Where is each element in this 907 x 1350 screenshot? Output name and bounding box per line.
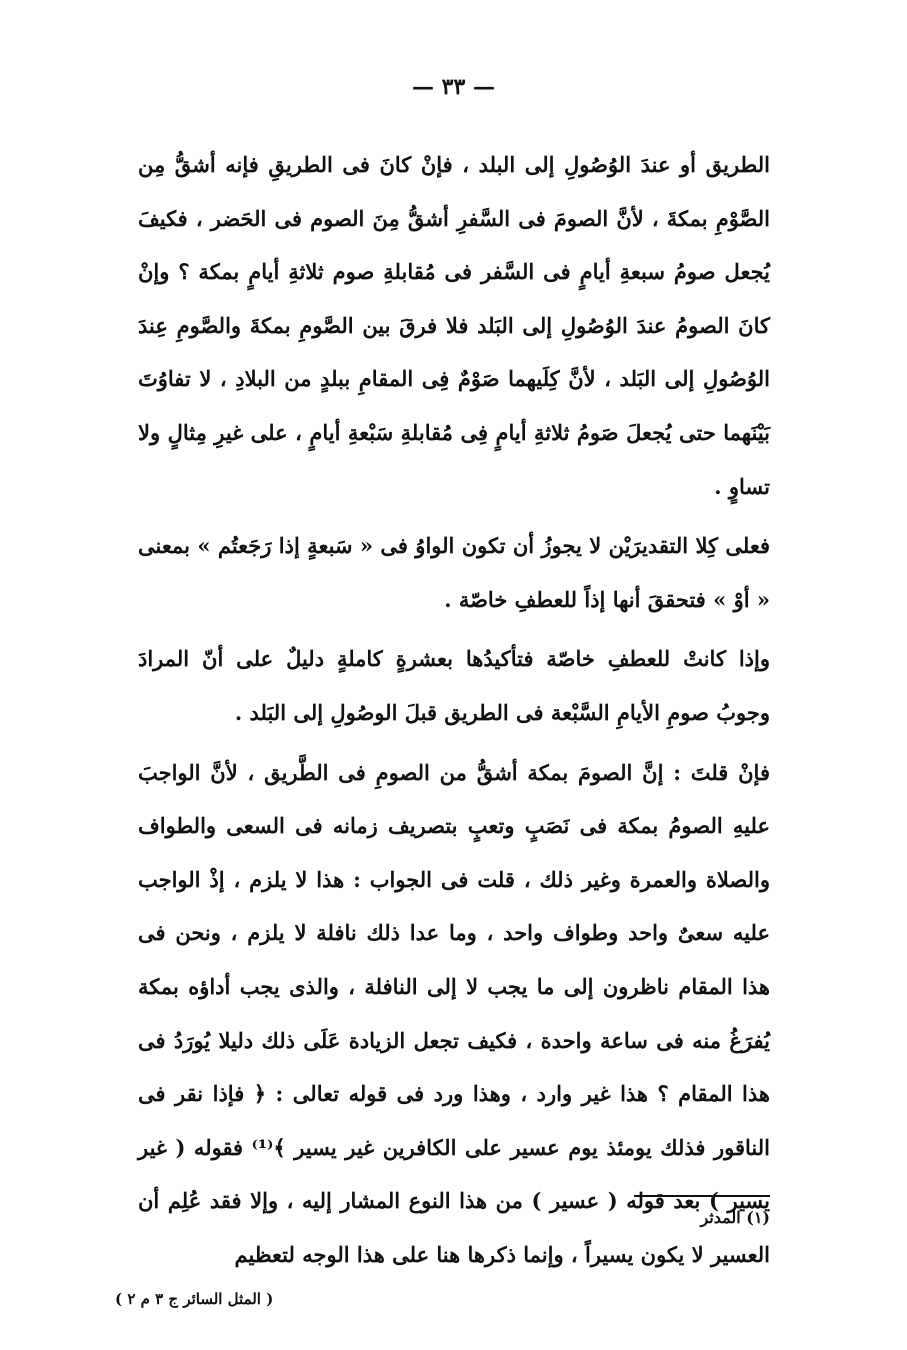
body-text [138,138,770,1281]
paragraph-1: الطريق أو عندَ الوُصُولِ إلى البلد ، فإنْ كانَ فى الطريقِ فإنه أشقُّ مِن الصَّوْمِ بمكةَ ، لأنَّ الصومَ فى السَّفرِ أشقُّ مِنَ الصوم فى الحَضر ، فكيفَ يُجعل صومُ سبعةِ أيامٍ فى السَّفر فى مُقابلةِ صوم ثلاثةِ أيامٍ بمكة ؟ وإنْ كانَ الصومُ عندَ الوُصُولِ إلى البَلد فلا فرقَ بين الصَّومِ بمكةَ والصَّومِ عِندَ الوُصُولِ إلى البَلد ، لأنَّ كِلَيهما صَوْمٌ فِى المقامِ ببلدٍ من البلادِ ، لا تفاوُتَ بَيْنَهما حتى يُجعلَ صَومُ ثلاثةِ أيامٍ فِى مُقابلةِ سَبْعةِ أيامٍ ، على غيرِ مِثالٍ ولا تساوٍ . [138,152,770,499]
footnote-divider [634,1195,770,1197]
page-signature: ( المثل السائر ج ٣ م ٢ ) [115,1290,274,1308]
page-number: — ٣٣ — [412,74,495,100]
paragraph-4: فإنْ قلتَ : إنَّ الصومَ بمكة أشقُّ من الصومِ فى الطَّريق ، لأنَّ الواجبَ عليهِ الصومُ بمكة فى نَصَبٍ وتعبٍ بتصريف زمانه فى السعى والطواف والصلاة والعمرة وغير ذلك ، قلت فى الجواب : هذا لا يلزم ، إذْ الواجب عليه سعىٌ واحد وطواف واحد ، وما عدا ذلك نافلة لا يلزم ، ونحن فى هذا المقام ناظرون إلى ما يجب لا إلى النافلة ، والذى يجب أداؤه بمكة يُفرَغُ منه فى ساعة واحدة ، فكيف تجعل الزيادة عَلَى ذلك دليلا يُورَدُ فى هذا المقام ؟ هذا غير وارد ، وهذا ورد فى قوله تعالى : ﴿ فإذا نقر فى الناقور فذلك يومئذ يوم عسير على الكافرين غير يسير ﴾⁽¹⁾ فقوله ( غير يسير ) بعد قوله ( عسير ) من هذا النوع المشار إليه ، وإلا فقد عُلِم أن العسير لا يكون يسيراً ، وإنما ذكرها هنا على هذا الوجه لتعظيم [138,759,770,1267]
footnote: (١) المدثر [700,1208,770,1227]
paragraph-2: فعلى كِلا التقديرَيْن لا يجوزُ أن تكون الواوُ فى « سَبعةٍ إذا رَجَعتُم » بمعنى « أوْ » فتحققَ أنها إذاً للعطفِ خاصّة . [138,533,770,612]
paragraph-3: وإذا كانتْ للعطفِ خاصّة فتأكيدُها بعشرةٍ كاملةٍ دليلٌ على أنّ المرادَ وجوبُ صومِ الأيامِ السَّبْعة فى الطريق قبلَ الوصُولِ إلى البَلد . [138,646,770,725]
